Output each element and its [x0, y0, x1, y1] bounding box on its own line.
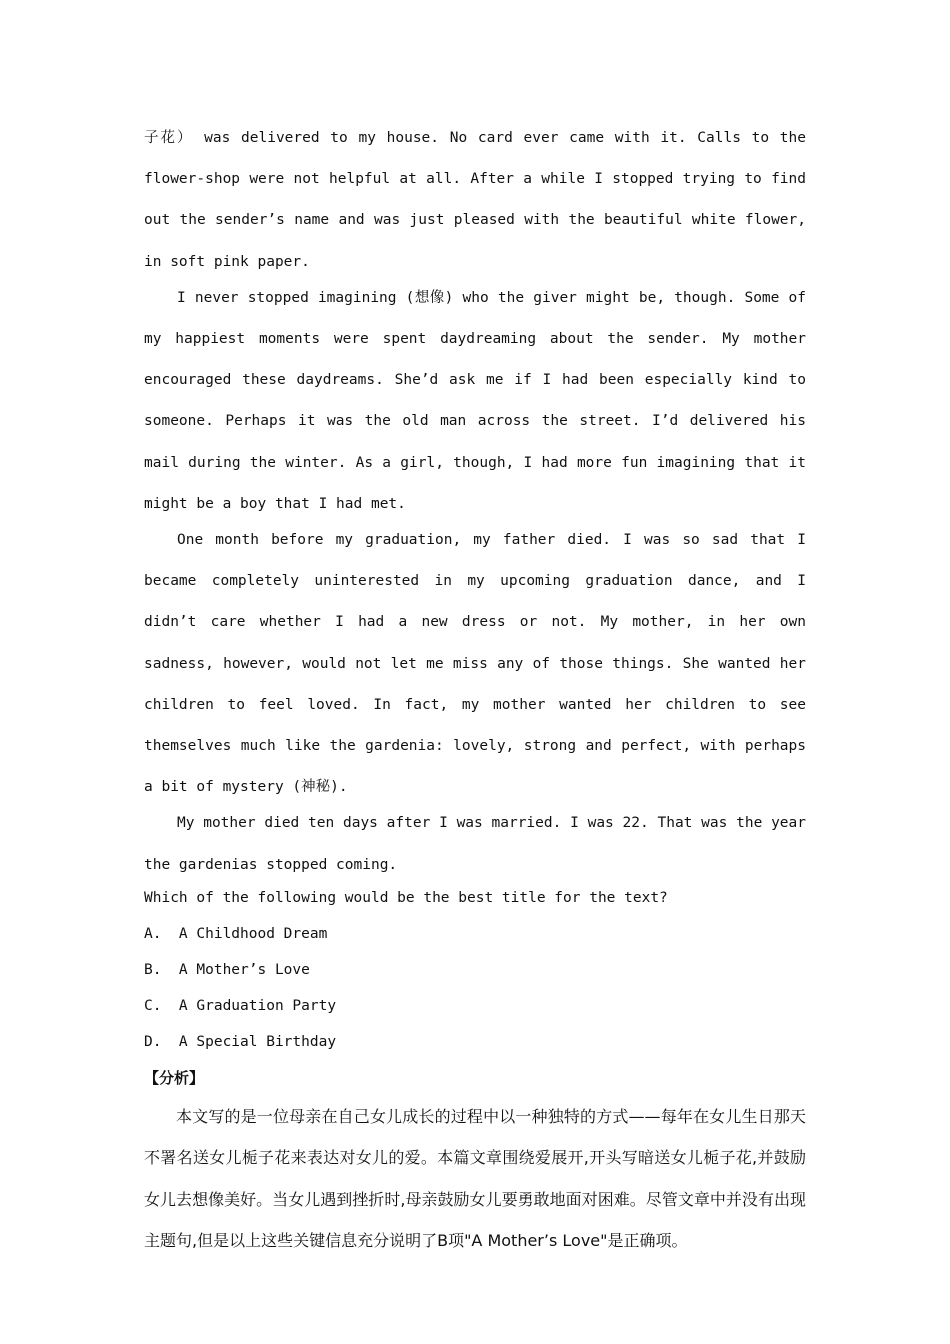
option-c: C. A Graduation Party — [144, 997, 337, 1014]
passage-paragraph-3: One month before my graduation, my father died. I was so sad that I became completely uninterested in my upcoming graduation dance, and I didn’t care whether I had a new dress or not. My mother, in her own sadness, however, would not let me miss any of those things. She wanted her children to feel loved. In fact, my mother wanted her children to see themselves much like the gardenia: lovely, strong and perfect, with perhaps a bit of mystery (神秘). — [144, 532, 806, 796]
passage-paragraph-2: I never stopped imagining (想像) who the giver might be, though. Some of my happiest moments were spent daydreaming about the sender. My mother encouraged these daydreams. She’d ask me if I had been especially kind to someone. Perhaps it was the old man across the street. I’d delivered his mail during the winter. As a girl, though, I had more fun imagining that it might be a boy that I had met. — [144, 289, 806, 512]
question-text: Which of the following would be the best title for the text? — [144, 889, 668, 906]
passage-paragraph-1: 子花） was delivered to my house. No card ever came with it. Calls to the flower-shop were not helpful at all. After a while I stopped trying to find out the sender’s name and was just pleased with the beautiful white flower, in soft pink paper. — [144, 130, 806, 270]
option-d: D. A Special Birthday — [144, 1033, 337, 1050]
analysis-text: 本文写的是一位母亲在自己女儿成长的过程中以一种独特的方式——每年在女儿生日那天不署名送女儿栀子花来表达对女儿的爱。本篇文章围绕爱展开,开头写暗送女儿栀子花,并鼓励女儿去想像美好。当女儿遇到挫折时,母亲鼓励女儿要勇敢地面对困难。尽管文章中并没有出现主题句,但是以上这些关键信息充分说明了B项"A Mother’s Love"是正确项。 — [144, 1106, 806, 1251]
document-page — [144, 118, 806, 1262]
option-a: A. A Childhood Dream — [144, 925, 328, 942]
passage-paragraph-4: My mother died ten days after I was married. I was 22. That was the year the gardenias stopped coming. — [144, 815, 806, 873]
analysis-heading: 【分析】 — [144, 1068, 205, 1087]
option-b: B. A Mother’s Love — [144, 961, 310, 978]
